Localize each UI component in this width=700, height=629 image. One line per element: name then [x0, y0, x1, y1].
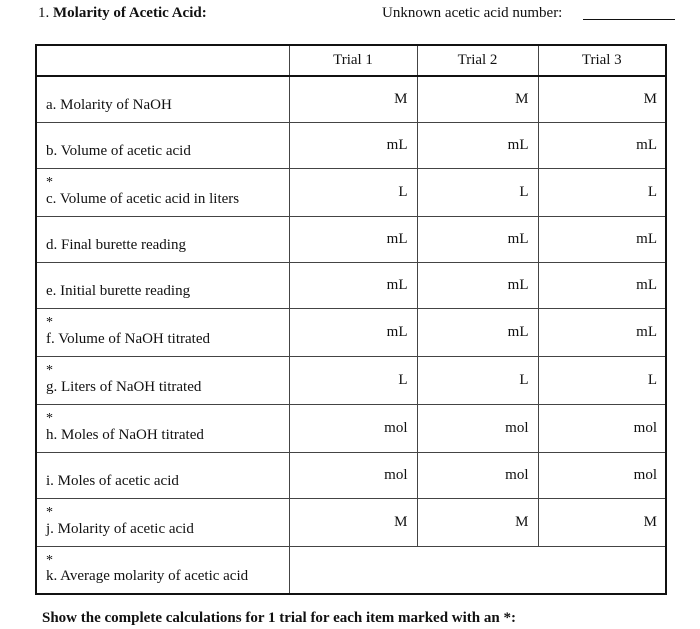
trial-1-entry-cell[interactable]: [289, 216, 417, 262]
trial-2-entry-cell[interactable]: [417, 262, 538, 308]
table-row: [36, 546, 666, 594]
section-title-text: Molarity of Acetic Acid:: [53, 5, 207, 21]
row-label-cell: [36, 452, 289, 498]
asterisk-marker: *: [46, 362, 53, 378]
row-label: g. Liters of NaOH titrated: [46, 378, 202, 395]
unit-label: L: [647, 183, 657, 200]
column-header-trial-1: Trial 1: [289, 45, 417, 76]
table-row: [36, 122, 666, 168]
average-entry-cell[interactable]: [289, 546, 666, 594]
unit-label: mol: [505, 419, 529, 436]
unit-label: M: [643, 513, 657, 530]
asterisk-marker: *: [46, 504, 53, 520]
row-label: h. Moles of NaOH titrated: [46, 426, 204, 443]
unit-label: mL: [636, 323, 657, 340]
row-label: f. Volume of NaOH titrated: [46, 330, 210, 347]
trial-2-entry-cell[interactable]: [417, 404, 538, 452]
asterisk-marker: *: [46, 410, 53, 426]
unit-label: M: [643, 90, 657, 107]
unit-label: mL: [386, 136, 408, 153]
molarity-table: [35, 44, 667, 595]
unit-label: M: [394, 90, 408, 107]
table-row: [36, 168, 666, 216]
unit-label: mL: [386, 230, 408, 247]
unit-label: mL: [636, 276, 657, 293]
unknown-number-blank[interactable]: [583, 19, 675, 20]
unit-label: M: [515, 513, 529, 530]
unit-label: mol: [384, 466, 408, 483]
table-row: [36, 356, 666, 404]
trial-3-entry-cell[interactable]: [538, 498, 666, 546]
column-header-trial-2: Trial 2: [417, 45, 538, 76]
trial-2-entry-cell[interactable]: [417, 356, 538, 404]
trial-3-entry-cell[interactable]: [538, 122, 666, 168]
table-row: [36, 308, 666, 356]
trial-2-entry-cell[interactable]: [417, 308, 538, 356]
table-row: [36, 452, 666, 498]
row-label-cell: [36, 168, 289, 216]
row-label: b. Volume of acetic acid: [46, 142, 191, 159]
unit-label: mL: [386, 323, 408, 340]
table-row: [36, 76, 666, 122]
calculation-instruction: Show the complete calculations for 1 trial for each item marked with an *:: [42, 610, 516, 626]
row-label-cell: [36, 262, 289, 308]
unit-label: mL: [507, 136, 529, 153]
asterisk-marker: *: [46, 174, 53, 190]
trial-2-entry-cell[interactable]: [417, 168, 538, 216]
trial-1-entry-cell[interactable]: [289, 122, 417, 168]
trial-3-entry-cell[interactable]: [538, 262, 666, 308]
unit-label: L: [398, 183, 408, 200]
unit-label: L: [519, 371, 529, 388]
unit-label: mL: [386, 276, 408, 293]
table-row: [36, 498, 666, 546]
trial-3-entry-cell[interactable]: [538, 356, 666, 404]
unit-label: mL: [507, 230, 529, 247]
asterisk-marker: *: [46, 314, 53, 330]
unit-label: mol: [384, 419, 408, 436]
trial-2-entry-cell[interactable]: [417, 122, 538, 168]
trial-3-entry-cell[interactable]: [538, 452, 666, 498]
row-label: j. Molarity of acetic acid: [46, 520, 194, 537]
trial-1-entry-cell[interactable]: [289, 498, 417, 546]
table-row: [36, 404, 666, 452]
unit-label: L: [519, 183, 529, 200]
unit-label: mL: [636, 136, 657, 153]
row-label: e. Initial burette reading: [46, 282, 191, 299]
table-row: [36, 216, 666, 262]
row-label-cell: [36, 546, 289, 594]
asterisk-marker: *: [46, 552, 53, 568]
row-label-cell: [36, 122, 289, 168]
trial-3-entry-cell[interactable]: [538, 308, 666, 356]
row-label-cell: [36, 216, 289, 262]
unit-label: M: [515, 90, 529, 107]
column-header-trial-3: Trial 3: [538, 45, 666, 76]
row-label-cell: [36, 356, 289, 404]
unit-label: mol: [505, 466, 529, 483]
row-label: c. Volume of acetic acid in liters: [46, 190, 240, 207]
trial-1-entry-cell[interactable]: [289, 356, 417, 404]
unit-label: mL: [507, 276, 529, 293]
trial-1-entry-cell[interactable]: [289, 76, 417, 122]
unit-label: mol: [633, 419, 657, 436]
trial-3-entry-cell[interactable]: [538, 168, 666, 216]
unit-label: mL: [636, 230, 657, 247]
header-corner-cell: [36, 45, 289, 76]
row-label: d. Final burette reading: [46, 236, 186, 253]
section-title: [38, 5, 207, 22]
row-label: i. Moles of acetic acid: [46, 472, 179, 489]
unit-label: L: [647, 371, 657, 388]
unit-label: mol: [633, 466, 657, 483]
table-row: [36, 262, 666, 308]
trial-1-entry-cell[interactable]: [289, 168, 417, 216]
trial-2-entry-cell[interactable]: [417, 452, 538, 498]
row-label-cell: [36, 76, 289, 122]
trial-3-entry-cell[interactable]: [538, 76, 666, 122]
worksheet-header: [38, 5, 678, 27]
unit-label: L: [398, 371, 408, 388]
trial-1-entry-cell[interactable]: [289, 452, 417, 498]
row-label-cell: [36, 308, 289, 356]
trial-3-entry-cell[interactable]: [538, 216, 666, 262]
section-number: 1.: [38, 5, 50, 21]
trial-1-entry-cell[interactable]: [289, 262, 417, 308]
unit-label: mL: [507, 323, 529, 340]
unknown-number-label: Unknown acetic acid number:: [382, 5, 563, 21]
trial-2-entry-cell[interactable]: [417, 216, 538, 262]
row-label-cell: [36, 404, 289, 452]
trial-1-entry-cell[interactable]: [289, 308, 417, 356]
trial-2-entry-cell[interactable]: [417, 498, 538, 546]
unit-label: M: [394, 513, 408, 530]
trial-1-entry-cell[interactable]: [289, 404, 417, 452]
row-label-cell: [36, 498, 289, 546]
row-label: k. Average molarity of acetic acid: [46, 568, 249, 584]
trial-2-entry-cell[interactable]: [417, 76, 538, 122]
table-header-row: [36, 45, 666, 76]
row-label: a. Molarity of NaOH: [46, 96, 172, 113]
trial-3-entry-cell[interactable]: [538, 404, 666, 452]
